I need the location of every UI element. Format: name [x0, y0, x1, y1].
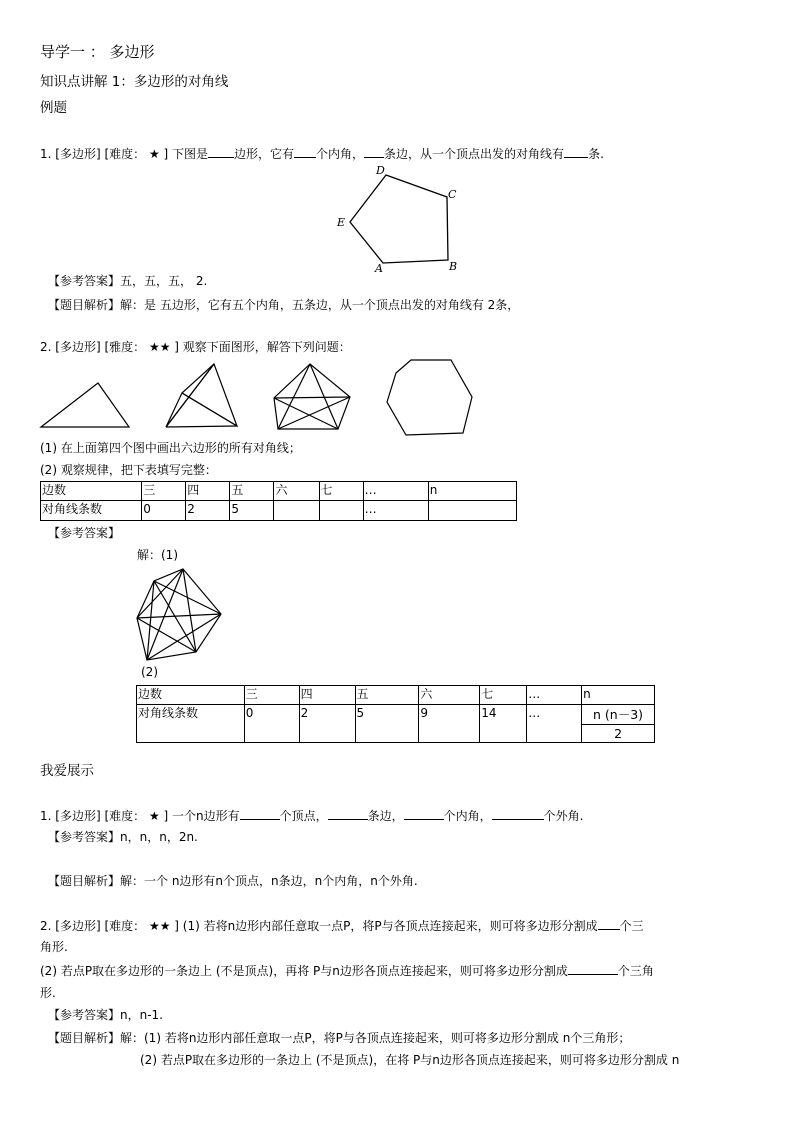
example-heading: 例题: [40, 100, 67, 116]
show-q2-line2: 角形.: [40, 940, 68, 954]
table-cell: [428, 501, 516, 521]
table-row: [41, 482, 517, 501]
table-cell: 三: [244, 686, 299, 705]
q2-answer-label: 【参考答案】: [48, 526, 121, 540]
show-q2-part2: (2) 若点P取在多边形的一条边上 (不是顶点)，再将 P与n边形各顶点连接起来，则可将多边形分割成 个三角: [40, 964, 654, 978]
table-cell: [319, 501, 363, 521]
q1-analysis: 【题目解析】解：是 五边形，它有五个内角，五条边，从一个顶点出发的对角线有 2条，: [48, 298, 520, 312]
show-q2-line4: 形.: [40, 986, 56, 1000]
section-title: 导学一 ： 多边形: [40, 43, 155, 61]
pentagon-figure: [330, 160, 470, 275]
show-heading: 我爱展示: [40, 763, 94, 779]
table-cell: …: [363, 501, 428, 521]
table-cell: 对角线条数: [41, 501, 142, 521]
table-cell: 5: [230, 501, 274, 521]
show-q2-stem: 2. [多边形] [难度： ★★ ] (1) 若将n边形内部任意取一点P，将P与各顶点连接起来，则可将多边形分割成 个三: [40, 919, 644, 933]
table-cell: 四: [299, 686, 355, 705]
table-row: [137, 686, 655, 705]
show-q2-analysis-2: (2) 若点P取在多边形的一条边上 (不是顶点)，在将 P与n边形各顶点连接起来，则可将多边形分割成 n: [140, 1053, 680, 1067]
vertex-label-d: D: [376, 164, 385, 177]
show-q1-stem: 1. [多边形] [难度： ★ ] 一个n边形有 个顶点， 条边， 个内角， 个外角.: [40, 809, 584, 823]
table-cell: 六: [274, 482, 319, 501]
table-cell: 9: [419, 705, 480, 743]
table-row: [137, 705, 655, 743]
table-cell: 14: [480, 705, 527, 743]
vertex-label-b: B: [449, 260, 458, 273]
table-cell: 五: [230, 482, 274, 501]
show-q1-answer: 【参考答案】n，n，n，2n.: [48, 830, 198, 844]
show-q2-analysis-1: 【题目解析】解：(1) 若将n边形内部任意取一点P，将P与各顶点连接起来，则可将多边形分割成 n个三角形；: [48, 1031, 631, 1045]
q2-table: [40, 481, 517, 521]
quadrilateral-figure: [163, 360, 243, 430]
table-cell: 四: [186, 482, 230, 501]
q1-stem: 1. [多边形] [难度： ★ ] 下图是 边形，它有 个内角， 条边，从一个顶点出发的对角线有 条.: [40, 147, 604, 161]
vertex-label-c: C: [448, 188, 457, 201]
hexagon-diagonals-figure: [134, 566, 226, 664]
table-cell: 六: [419, 686, 480, 705]
show-q2-answer: 【参考答案】n，n-1.: [48, 1008, 163, 1022]
section-subtitle: 知识点讲解 1：多边形的对角线: [40, 74, 229, 90]
table-cell: n: [428, 482, 516, 501]
table-row: [41, 501, 517, 521]
table-cell: 2: [299, 705, 355, 743]
q2-solution-label: 解：(1): [137, 548, 178, 562]
table-cell: 七: [319, 482, 363, 501]
table-cell: 对角线条数: [137, 705, 245, 743]
formula-cell: [582, 705, 655, 743]
table-cell: 5: [355, 705, 419, 743]
formula-denominator: 2: [614, 726, 623, 741]
hexagon-figure: [384, 357, 476, 437]
vertex-label-e: E: [337, 216, 346, 229]
vertex-label-a: A: [375, 262, 383, 275]
table-cell: 边数: [137, 686, 245, 705]
table-cell: …: [527, 686, 582, 705]
table-cell: 三: [142, 482, 186, 501]
table-cell: 五: [355, 686, 419, 705]
q2-part2-label: (2): [141, 665, 158, 679]
table-cell: n: [582, 686, 655, 705]
q2-part1: (1) 在上面第四个图中画出六边形的所有对角线；: [40, 441, 301, 455]
table-cell: [274, 501, 319, 521]
table-cell: …: [527, 705, 582, 743]
table-cell: 边数: [41, 482, 142, 501]
table-cell: 0: [244, 705, 299, 743]
table-cell: 七: [480, 686, 527, 705]
q2-stem: 2. [多边形] [雅度： ★★ ] 观察下面图形，解答下列问题：: [40, 340, 351, 354]
table-cell: 2: [186, 501, 230, 521]
table-cell: 0: [142, 501, 186, 521]
formula-numerator: n (n－3): [582, 706, 654, 725]
show-q1-analysis: 【题目解析】解：一个 n边形有n个顶点，n条边，n个内角，n个外角.: [48, 874, 418, 888]
pentagon-diagonals-figure: [270, 360, 355, 432]
q1-answer: 【参考答案】五，五，五， 2.: [48, 274, 208, 288]
q2-part2: (2) 观察规律，把下表填写完整：: [40, 463, 217, 477]
triangle-figure: [38, 380, 133, 430]
table-cell: …: [363, 482, 428, 501]
q2-answer-table: [136, 685, 655, 743]
